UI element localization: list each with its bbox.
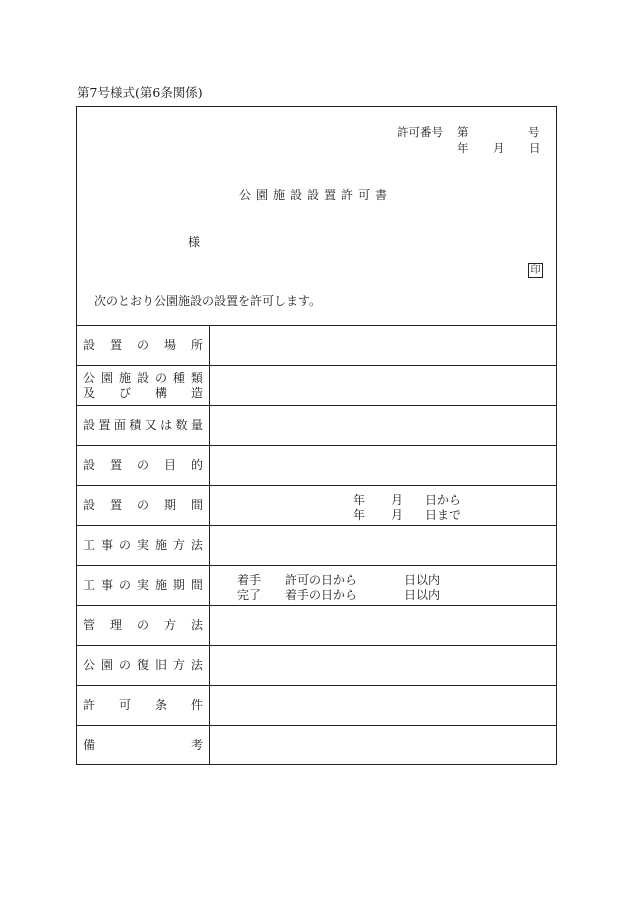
row-label	[83, 446, 203, 485]
row-label-char: 場	[163, 338, 176, 352]
row-label	[83, 526, 203, 565]
row-label-char: 実	[136, 578, 149, 592]
row-label-char: の	[118, 658, 131, 672]
row-label-char: 備	[83, 738, 96, 752]
period-until-label: 日まで	[425, 507, 462, 522]
row-label-char: 方	[172, 658, 185, 672]
row-label-char: の	[154, 370, 167, 385]
row-label	[83, 686, 203, 725]
construction-finish-unit: 日以内	[404, 587, 441, 602]
row-label-char: 事	[100, 538, 113, 552]
row-label	[83, 366, 203, 405]
row-label-char: 置	[98, 418, 111, 432]
row-label-char: 園	[100, 658, 113, 672]
row-label-char: 管	[83, 618, 96, 632]
row-label-char: 設	[136, 370, 149, 385]
form-number-title: 第7号様式(第6条関係)	[77, 85, 203, 100]
row-label-line	[83, 371, 203, 386]
row-label-char: 置	[109, 338, 122, 352]
row-label	[83, 406, 203, 445]
purpose-value[interactable]	[210, 446, 557, 485]
period-from-label: 日から	[425, 492, 462, 507]
row-label-char: の	[118, 578, 131, 592]
row-label-char: 施	[154, 538, 167, 552]
row-label-char: 工	[83, 578, 96, 592]
row-label	[83, 566, 203, 605]
row-label-char: び	[118, 385, 131, 400]
row-label-char: 法	[190, 538, 203, 552]
row-label	[83, 486, 203, 525]
row-label-char: の	[136, 458, 149, 472]
row-label-line	[83, 418, 203, 433]
row-label-char: 設	[83, 418, 96, 432]
row-label-char: 面	[113, 418, 126, 432]
row-label-char: 置	[109, 458, 122, 472]
row-label-line	[83, 618, 203, 633]
row-label-line	[83, 658, 203, 673]
restoration-method-value[interactable]	[210, 646, 557, 685]
row-label-char: 所	[190, 338, 203, 352]
permit-conditions-value[interactable]	[210, 686, 557, 725]
date-year: 年	[457, 141, 469, 155]
row-label-char: 量	[190, 418, 203, 432]
construction-period-value[interactable]	[210, 566, 557, 605]
row-label-line	[83, 386, 203, 401]
addressee-suffix: 様	[188, 235, 201, 249]
row-label-char: 又	[144, 418, 157, 432]
seal-mark: 印	[528, 263, 543, 278]
row-label-line	[83, 498, 203, 513]
construction-start-label: 着手	[237, 572, 262, 587]
row-label-char: 実	[136, 538, 149, 552]
row-label-line	[83, 698, 203, 713]
row-label-char: 方	[172, 538, 185, 552]
permit-number-label: 許可番号	[397, 125, 443, 139]
row-label-char: 条	[154, 698, 167, 712]
row-label-line	[83, 538, 203, 553]
row-label-char: 公	[83, 658, 96, 672]
row-label-char: 及	[83, 385, 96, 400]
row-label-char: 目	[163, 458, 176, 472]
row-label-char: の	[136, 498, 149, 512]
row-label-char: 可	[118, 698, 131, 712]
location-value[interactable]	[210, 326, 557, 365]
row-label	[83, 646, 203, 685]
row-label	[83, 606, 203, 645]
row-label-char: の	[118, 538, 131, 552]
construction-finish-label: 完了	[237, 587, 262, 602]
row-label-char: 件	[190, 698, 203, 712]
row-label-char: 法	[190, 658, 203, 672]
period-from-year: 年	[353, 492, 366, 507]
row-label-line	[83, 458, 203, 473]
row-label-char: の	[136, 338, 149, 352]
document-title: 公園施設設置許可書	[239, 188, 393, 202]
construction-finish-text: 着手の日から	[285, 587, 358, 602]
row-label-char: 施	[154, 578, 167, 592]
period-from-month: 月	[391, 492, 404, 507]
row-label-char: 設	[83, 458, 96, 472]
row-label-char: 法	[190, 618, 203, 632]
management-method-value[interactable]	[210, 606, 557, 645]
row-label-char: 間	[190, 578, 203, 592]
row-label-line	[83, 578, 203, 593]
row-label-char: 設	[83, 498, 96, 512]
row-label-char: 工	[83, 538, 96, 552]
row-label-char: 設	[83, 338, 96, 352]
row-label-char: 方	[163, 618, 176, 632]
row-label-char: 理	[109, 618, 122, 632]
row-label-char: は	[160, 418, 173, 432]
row-label-char: 事	[100, 578, 113, 592]
row-label-char: 施	[118, 370, 131, 385]
row-label-line	[83, 338, 203, 353]
permit-statement: 次のとおり公園施設の設置を許可します。	[94, 294, 322, 308]
row-label-char: 的	[190, 458, 203, 472]
row-label-char: 造	[190, 385, 203, 400]
date-month: 月	[493, 141, 505, 155]
row-label	[83, 326, 203, 365]
row-label-char: 園	[100, 370, 113, 385]
row-label-char: 旧	[154, 658, 167, 672]
construction-start-text: 許可の日から	[285, 572, 358, 587]
permit-form	[76, 106, 557, 765]
construction-method-value[interactable]	[210, 526, 557, 565]
row-label-char: 復	[136, 658, 149, 672]
area-quantity-value[interactable]	[210, 406, 557, 445]
row-label-char: 置	[109, 498, 122, 512]
row-label-char: 種	[172, 370, 185, 385]
period-value[interactable]	[210, 486, 557, 525]
row-label	[83, 726, 203, 765]
row-label-char: 公	[83, 370, 96, 385]
date-day: 日	[529, 141, 541, 155]
row-label-char: 期	[172, 578, 185, 592]
row-label-char: 積	[129, 418, 142, 432]
period-until-year: 年	[353, 507, 366, 522]
row-label-char: 期	[163, 498, 176, 512]
row-label-char: の	[136, 618, 149, 632]
row-label-char: 間	[190, 498, 203, 512]
remarks-value[interactable]	[210, 726, 557, 765]
row-label-char: 数	[175, 418, 188, 432]
permit-number-go: 号	[528, 125, 540, 139]
row-label-char: 類	[190, 370, 203, 385]
facility-type-value[interactable]	[210, 366, 557, 405]
permit-number-dai: 第	[457, 125, 469, 139]
row-label-line	[83, 738, 203, 753]
row-label-char: 許	[83, 698, 96, 712]
period-until-month: 月	[391, 507, 404, 522]
row-label-char: 考	[190, 738, 203, 752]
construction-start-unit: 日以内	[404, 572, 441, 587]
row-label-char: 構	[154, 385, 167, 400]
